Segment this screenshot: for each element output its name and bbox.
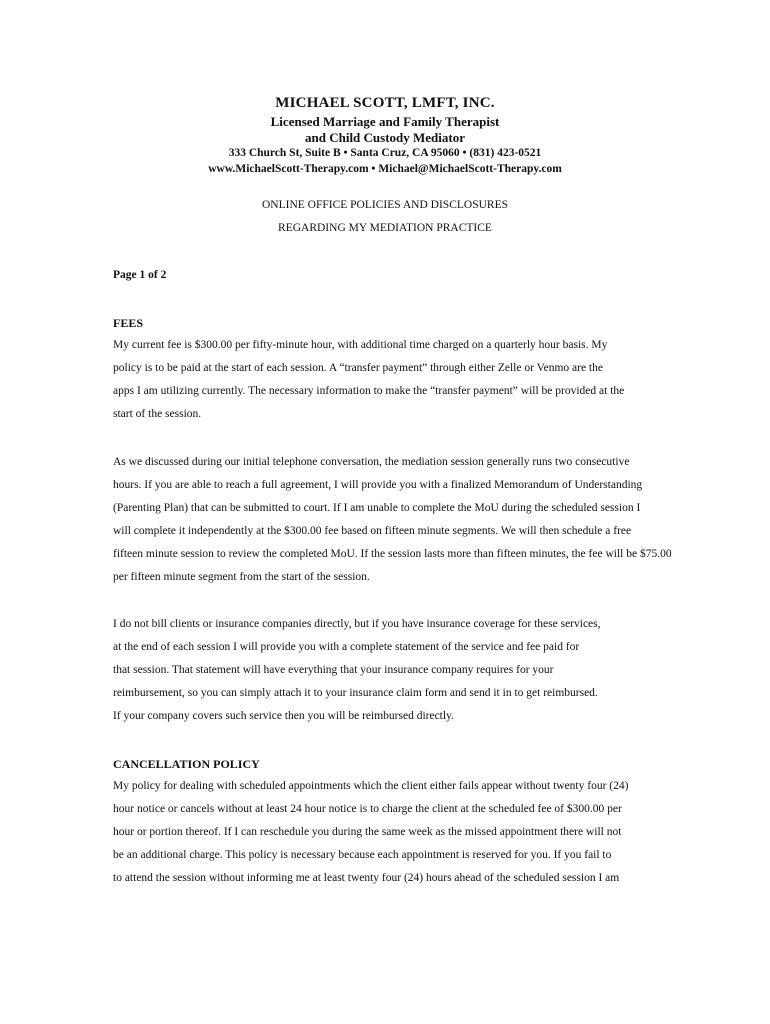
practice-subtitle-1: Licensed Marriage and Family Therapist <box>270 114 500 129</box>
cancellation-paragraph-1 <box>113 775 713 890</box>
text-line: reimbursement, so you can simply attach it to your insurance claim form and send it in to get reimbursed. <box>113 687 598 699</box>
text-line: As we discussed during our initial telephone conversation, the mediation session generally runs two consecutive <box>113 456 630 468</box>
fees-paragraph-1 <box>113 334 713 426</box>
text-line: that session. That statement will have everything that your insurance company requires for your <box>113 664 554 676</box>
document-title-1: ONLINE OFFICE POLICIES AND DISCLOSURES <box>262 199 508 211</box>
text-line: hour notice or cancels without at least 24 hour notice is to charge the client at the scheduled fee of $300.00 per <box>113 803 622 815</box>
fees-paragraph-2 <box>113 451 713 589</box>
text-line: fifteen minute session to review the completed MoU. If the session lasts more than fifteen minutes, the fee will be $75.00 <box>113 548 672 560</box>
text-line: My current fee is $300.00 per fifty-minute hour, with additional time charged on a quarterly hour basis. My <box>113 339 608 351</box>
document-title-2: REGARDING MY MEDIATION PRACTICE <box>278 222 492 234</box>
text-line: hour or portion thereof. If I can reschedule you during the same week as the missed appointment there will not <box>113 826 622 838</box>
text-line: apps I am utilizing currently. The necessary information to make the “transfer payment” will be provided at the <box>113 385 625 397</box>
text-line: be an additional charge. This policy is necessary because each appointment is reserved for you. If you fail to <box>113 849 612 861</box>
fees-heading: FEES <box>113 316 144 330</box>
text-line: I do not bill clients or insurance companies directly, but if you have insurance coverage for these services, <box>113 618 601 630</box>
text-line: policy is to be paid at the start of each session. A “transfer payment” through either Zelle or Venmo are the <box>113 362 603 374</box>
web-contact-line: www.MichaelScott-Therapy.com • Michael@MichaelScott-Therapy.com <box>208 163 562 175</box>
text-line: per fifteen minute segment from the start of the session. <box>113 571 370 583</box>
text-line: (Parenting Plan) that can be submitted to court. If I am unable to complete the MoU during the scheduled session I <box>113 502 641 514</box>
address-line: 333 Church St, Suite B • Santa Cruz, CA 95060 • (831) 423-0521 <box>228 147 542 159</box>
practice-title: MICHAEL SCOTT, LMFT, INC. <box>275 95 495 111</box>
text-line: at the end of each session I will provide you with a complete statement of the service and fee paid for <box>113 641 580 653</box>
text-line: to attend the session without informing me at least twenty four (24) hours ahead of the scheduled session I am <box>113 872 620 884</box>
page-label: Page 1 of 2 <box>113 269 167 281</box>
text-line: will complete it independently at the $300.00 fee based on fifteen minute segments. We will then schedule a free <box>113 525 632 537</box>
text-line: start of the session. <box>113 408 202 420</box>
fees-paragraph-3 <box>113 613 713 728</box>
text-line: hours. If you are able to reach a full agreement, I will provide you with a finalized Memorandum of Understanding <box>113 479 643 491</box>
text-line: If your company covers such service then you will be reimbursed directly. <box>113 710 454 722</box>
practice-subtitle-2: and Child Custody Mediator <box>305 130 465 145</box>
cancellation-heading: CANCELLATION POLICY <box>113 757 260 771</box>
text-line: My policy for dealing with scheduled appointments which the client either fails appear without twenty four (24) <box>113 780 629 792</box>
